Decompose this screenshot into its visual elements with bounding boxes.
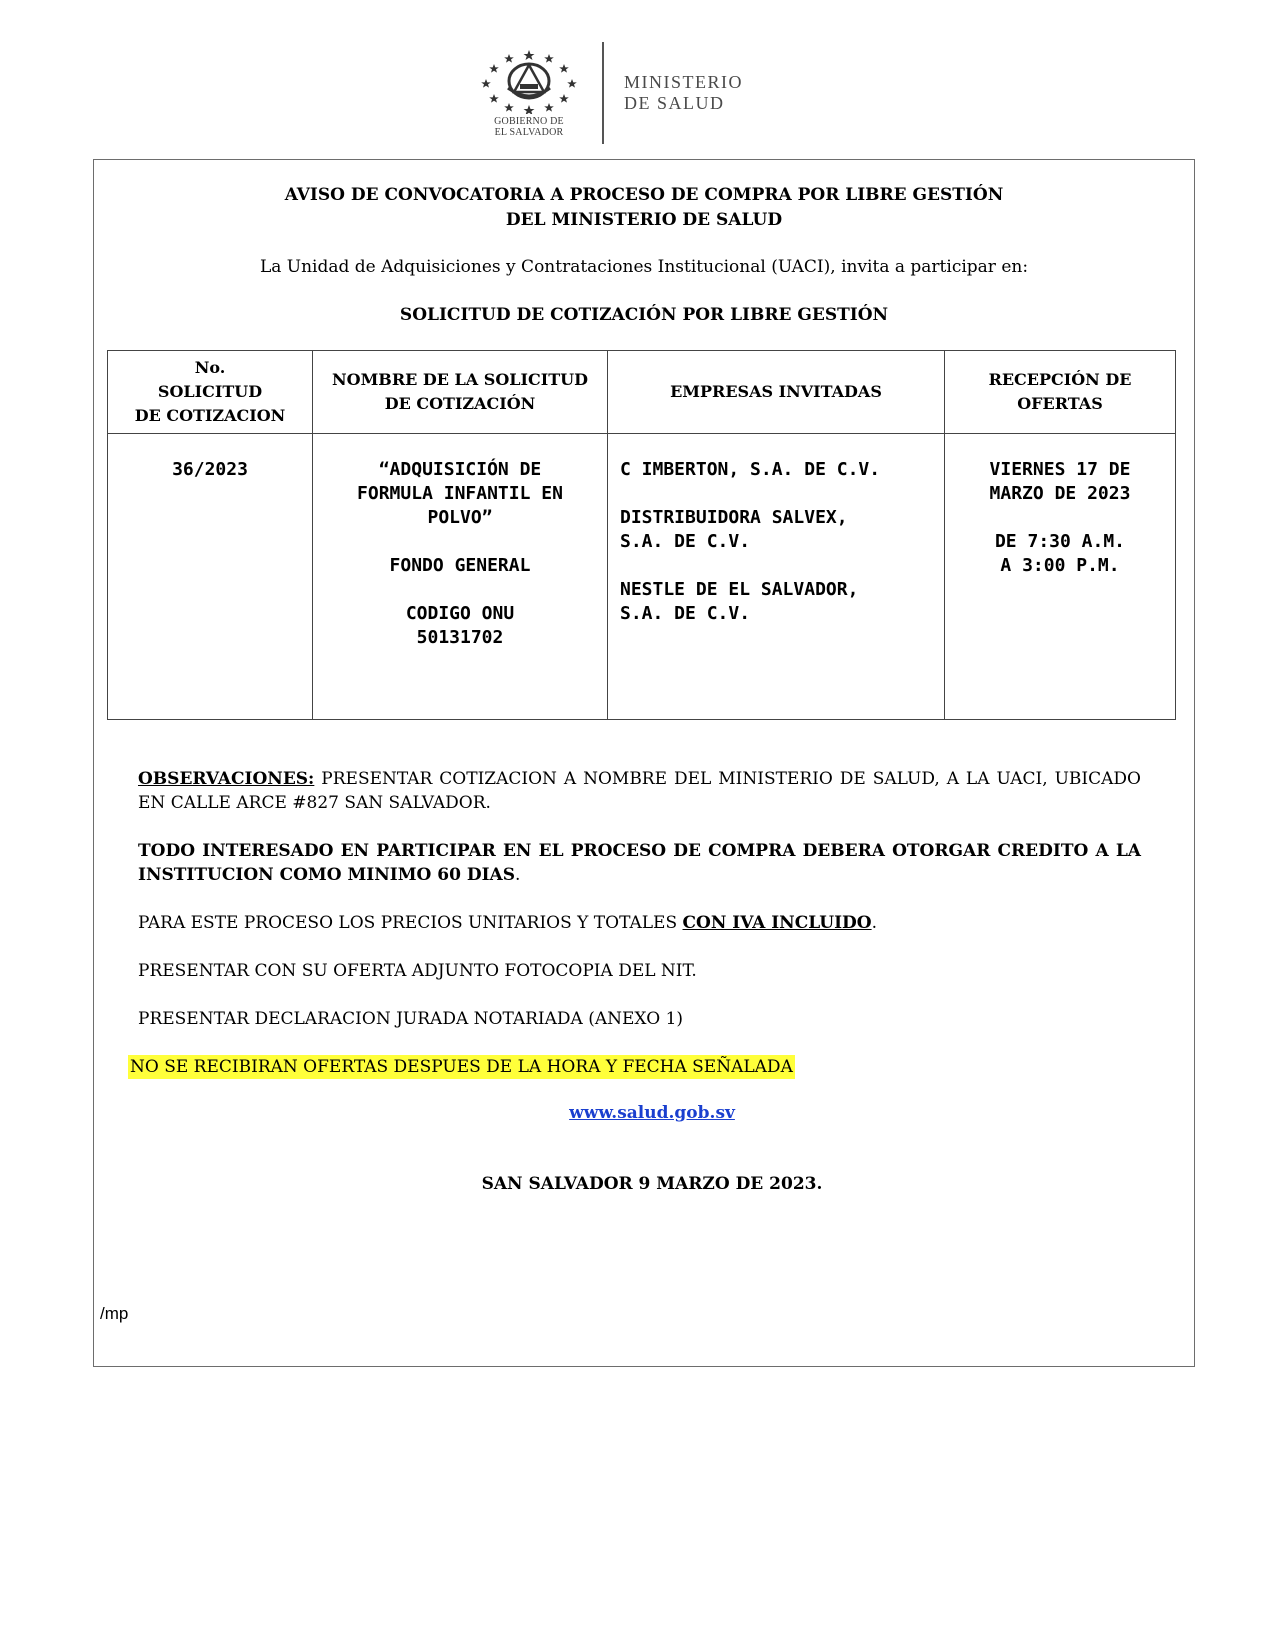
observations-label: OBSERVACIONES: <box>138 769 315 789</box>
website-link[interactable]: www.salud.gob.sv <box>569 1103 735 1123</box>
ministry-name <box>624 72 743 114</box>
government-name-line2: EL SALVADOR <box>494 127 564 138</box>
observation-declaration: PRESENTAR DECLARACION JURADA NOTARIADA (ANEXO 1) <box>138 1009 684 1029</box>
place-and-date: SAN SALVADOR 9 MARZO DE 2023. <box>481 1174 823 1194</box>
observation-address <box>138 767 1141 815</box>
header-reception-line1: RECEPCIÓN DE <box>988 370 1132 389</box>
reception-date-line1: VIERNES 17 DE <box>989 459 1131 480</box>
header-name-line2: DE COTIZACIÓN <box>384 394 536 413</box>
header-number-line3: DE COTIZACION <box>134 406 286 425</box>
government-name-line1: GOBIERNO DE <box>494 116 564 127</box>
quotation-table <box>107 350 1176 720</box>
observation-prices-text: PARA ESTE PROCESO LOS PRECIOS UNITARIOS Y TOTALES <box>138 913 683 933</box>
ministry-name-line1: MINISTERIO <box>624 72 743 92</box>
observation-prices <box>138 911 1141 935</box>
deadline-warning: NO SE RECIBIRAN OFERTAS DESPUES DE LA HORA Y FECHA SEÑALADA <box>130 1057 793 1077</box>
cell-reception <box>945 434 1176 720</box>
letterhead <box>0 0 1275 150</box>
observation-credit-text: TODO INTERESADO EN PARTICIPAR EN EL PROCESO DE COMPRA DEBERA OTORGAR CREDITO A LA INSTITUCION COMO MINIMO 60 DIAS <box>138 841 1141 885</box>
company-3-line2: S.A. DE C.V. <box>620 603 751 624</box>
observation-prices-end: . <box>871 913 878 933</box>
request-name-line3: POLVO” <box>427 507 493 528</box>
company-1: C IMBERTON, S.A. DE C.V. <box>620 459 881 480</box>
observation-nit: PRESENTAR CON SU OFERTA ADJUNTO FOTOCOPIA DEL NIT. <box>138 961 697 981</box>
onu-code-value: 50131702 <box>416 627 504 648</box>
header-number-line2: SOLICITUD <box>157 382 263 401</box>
notice-intro: La Unidad de Adquisiciones y Contrataciones Institucional (UACI), invita a participar en: <box>259 257 1029 277</box>
header-name-line1: NOMBRE DE LA SOLICITUD <box>332 370 588 389</box>
notice-title-line2: DEL MINISTERIO DE SALUD <box>505 210 783 230</box>
observation-prices-emphasis: CON IVA INCLUIDO <box>682 913 872 933</box>
header-reception-line2: OFERTAS <box>1017 394 1103 413</box>
cell-number <box>108 434 313 720</box>
header-number-line1: No. <box>194 358 226 377</box>
request-name-line2: FORMULA INFANTIL EN <box>357 483 563 504</box>
table-header-row <box>108 351 1176 434</box>
company-3-line1: NESTLE DE EL SALVADOR, <box>620 579 859 600</box>
header-reception <box>945 351 1176 434</box>
onu-code-label: CODIGO ONU <box>405 603 515 624</box>
ministry-name-line2: DE SALUD <box>624 93 725 113</box>
table-row <box>108 434 1176 720</box>
company-2-line1: DISTRIBUIDORA SALVEX, <box>620 507 848 528</box>
government-name <box>462 116 596 138</box>
cell-name <box>313 434 608 720</box>
author-initials: /mp <box>100 1304 129 1323</box>
header-number <box>108 351 313 434</box>
reception-date-line2: MARZO DE 2023 <box>989 483 1131 504</box>
header-name <box>313 351 608 434</box>
fund-label: FONDO GENERAL <box>389 555 531 576</box>
company-2-line2: S.A. DE C.V. <box>620 531 751 552</box>
header-companies <box>608 351 945 434</box>
observation-credit-end: . <box>515 865 521 885</box>
observation-credit <box>138 839 1141 887</box>
notice-subtitle: SOLICITUD DE COTIZACIÓN POR LIBRE GESTIÓN <box>399 305 889 325</box>
cell-companies <box>608 434 945 720</box>
request-number: 36/2023 <box>172 459 248 480</box>
letterhead-divider <box>602 42 604 144</box>
observation-address-text: PRESENTAR COTIZACION A NOMBRE DEL MINISTERIO DE SALUD, A LA UACI, UBICADO EN CALLE ARCE #827 SAN SALVADOR. <box>138 769 1141 813</box>
header-companies-line1: EMPRESAS INVITADAS <box>670 382 882 401</box>
coat-of-arms-icon <box>476 48 582 114</box>
reception-hours-line1: DE 7:30 A.M. <box>994 531 1126 552</box>
request-name-line1: “ADQUISICIÓN DE <box>378 459 542 480</box>
reception-hours-line2: A 3:00 P.M. <box>1000 555 1120 576</box>
notice-title-line1: AVISO DE CONVOCATORIA A PROCESO DE COMPRA POR LIBRE GESTIÓN <box>284 185 1004 205</box>
notice-title <box>93 183 1195 233</box>
